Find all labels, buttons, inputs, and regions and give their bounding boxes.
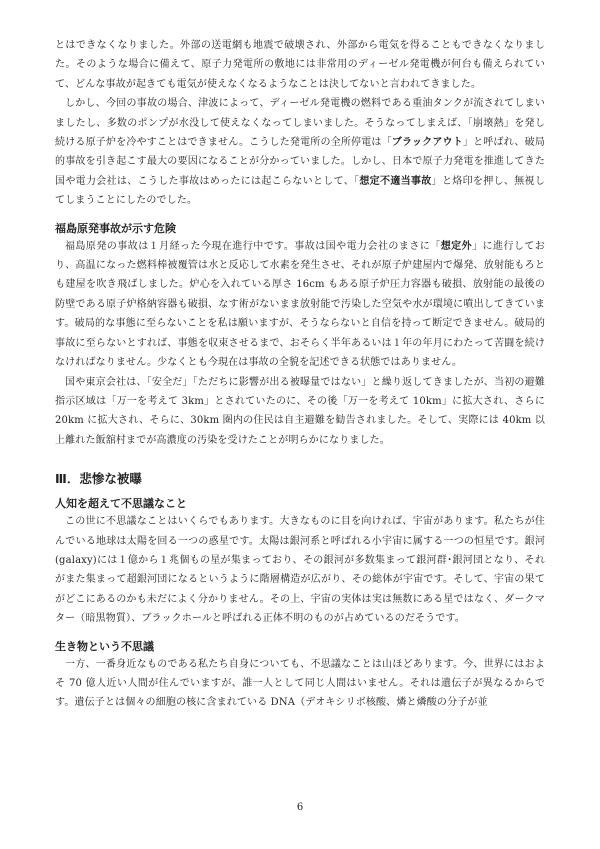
paragraph: 一方、一番身近なものである私たち自身についても、不思議なことは山ほどあります。今、世界にはおよそ 70 億人近い人間が住んでいますが、誰一人として同じ人間はいません。それは遺伝子が異なるからです。遺伝子とは個々の細胞の核に含まれている DNA（デオキシリボ核酸、燐と燐酸の分子が並 (55, 658, 545, 709)
text-run: 」に進行しており、高温になった燃料棒被覆管は水と反応して水素を発生させ、それが原子炉建屋内で爆発、放射能もろとも建屋を吹き飛ばしました。炉心を入れている厚さ 16cm もある原子炉圧力容器も破損、放射能の最後の防壁である原子炉格納容器も破損、なす術がないまま放射能で汚染した空気や水が環境に噴出してきています。破局的な事態に至らないことを私は願いますが、そうならないと自信を持って断定できません。破局的事故に至らないとすれば、事態を収束させるまで、おそらく半年あるいは１年の年月にわたって苦闘を続けなければなりません。少なくとも今現在は事故の全貌を記述できる状態ではありません。 (55, 240, 545, 369)
text-run: 」と烙印を押し、無視してしまうことにしたのでした。 (55, 175, 545, 207)
section-heading: 人知を超えて不思議なこと (55, 497, 187, 511)
bold-term-unexpected: 想定外 (440, 240, 473, 252)
paragraph: この世に不思議なことはいくらでもあります。大きなものに目を向ければ、宇宙があります。私たちが住んでいる地球は太陽を回る一つの惑星です。太陽は銀河系と呼ばれる小宇宙に属する一つの恒星です。銀河(galaxy)には１億から１兆個もの星が集まっており、その銀河が多数集まって銀河群･銀河団となり、それがまた集まって超銀河団になるというように階層構造が広がり、その総体が宇宙です。そして、宇宙の果てがどこにあるのかも未だによく分かりません。その上、宇宙の実体は実は無数にある星ではなく、ダークマター（暗黒物質）、ブラックホールと呼ばれる正体不明のものが占めているのだそうです。 (55, 516, 545, 625)
text-run: 」と呼ばれ、破局的事故を引き起こす最大の要因になることが分かっていました。しかし、日本で原子力発電を推進してきた国や電力会社は、こうした事故はめったには起こらないとして、「 (55, 137, 545, 187)
chapter-title: Ⅲ．悲惨な被曝 (55, 471, 142, 487)
page-number: 6 (296, 802, 304, 813)
text-run: しかし、今回の事故の場合、津波によって、ディーゼル発電機の燃料である重油タンクが流されてしまいましたし、多数のポンプが水没して使えなくなってしまいました。そうなってしまえば、「崩壊熱」を発し続ける原子炉を冷やすことはできません。こうした発電所の全所停電は「 (55, 98, 545, 149)
bold-term-blackout: ブラックアウト (391, 137, 463, 149)
paragraph (55, 237, 545, 373)
section-heading: 生き物という不思議 (55, 639, 154, 653)
page-content (55, 36, 545, 713)
text-run: 福島原発の事故は１月経った今現在進行中です。事故は国や電力会社のまさに「 (65, 240, 441, 252)
section-heading: 福島原発事故が示す危険 (55, 221, 176, 235)
paragraph (55, 94, 545, 210)
paragraph: 国や東京会社は、「安全だ」「ただちに影響が出る被曝量ではない」と繰り返してきましたが、当初の避難指示区域は「万一を考えて 3km」とされていたのに、その後「万一を考えて 10km」に拡大され、さらに 20km に拡大され、そらに、30km 圏内の住民は自主避難を勧告されました。そして、実際には 40km 以上離れた飯舘村までが高濃度の汚染を受けたことが明らかになりました。 (55, 376, 545, 446)
paragraph: とはできなくなりました。外部の送電網も地震で破壊され、外部から電気を得ることもできなくなりました。そのような場合に備えて、原子力発電所の敷地には非常用のディーゼル発電機が何台も備えられていて、どんな事故が起きても電気が使えなくなるようなことは決してないと言われてきました。 (55, 40, 545, 90)
bold-term-unassumed-accident: 想定不適当事故 (359, 175, 432, 187)
